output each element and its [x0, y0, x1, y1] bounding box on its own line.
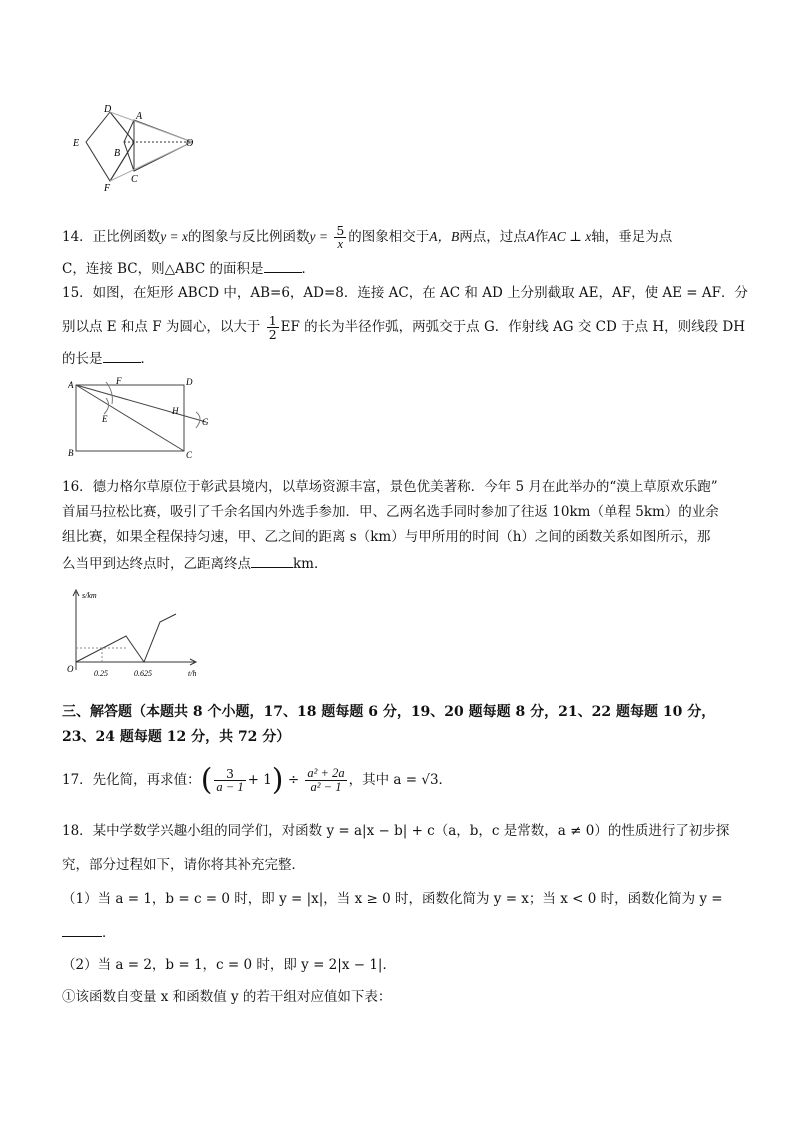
q14-line2: C，连接 BC，则△ABC 的面积是 ． [62, 258, 315, 278]
q18-sub2: （2）当 a = 2，b = 1，c = 0 时，即 y = 2|x − 1|． [62, 957, 396, 973]
fig16-x-label: t/h [188, 669, 197, 678]
fig16-tick-1: 0.625 [134, 669, 152, 678]
q14-line1: 14．正比例函数y = x的图象与反比例函数y = $\frac{5}{x}$ 的图象相交于A，B两点，过点A作AC ⊥ x轴，垂足为点 [62, 223, 673, 251]
q18-line1: 18．某中学数学兴趣小组的同学们，对函数 y = a|x − b| + c（a，b，c 是常数，a ≠ 0）的性质进行了初步探 [62, 823, 730, 839]
section3-heading-line1: 三、解答题（本题共 8 个小题，17、18 题每题 6 分，19、20 题每题 8 分，21、22 题每题 10 分， [62, 704, 716, 720]
q18-sub1-answer: ． [62, 922, 116, 942]
fig13-label-o: O [186, 138, 194, 149]
fig16-y-label: s/km [82, 591, 97, 600]
figure-q15 [68, 376, 218, 460]
section3-heading-line2: 23、24 题每题 12 分，共 72 分） [62, 729, 291, 745]
fig15-label-d: D [186, 377, 193, 387]
q16-line2: 首届马拉松比赛，吸引了千余名国内外选手参加．甲、乙两名选手同时参加了往返 10km（单程 5km）的业余 [62, 504, 719, 520]
fig13-label-b: B [114, 148, 121, 159]
fig13-label-d: D [104, 104, 112, 115]
fig13-label-c: C [131, 174, 138, 185]
q15-line1: 15．如图，在矩形 ABCD 中，AB=6，AD=8．连接 AC，在 AC 和 AD 上分别截取 AE，AF，使 AE = AF．分 [62, 285, 748, 301]
fig15-label-e: E [102, 414, 108, 424]
fig16-tick-0: 0.25 [94, 669, 108, 678]
q18-sub1: （1）当 a = 1，b = c = 0 时，即 y = |x|，当 x ≥ 0 时，函数化简为 y = x；当 x < 0 时，函数化简为 y = [62, 891, 723, 907]
q17-fraction-1: $\frac{3}{a - 1}$ [216, 766, 244, 794]
q16-line3: 组比赛，如果全程保持匀速，甲、乙之间的距离 s（km）与甲所用的时间（h）之间的函数关系如图所示，那 [62, 529, 711, 545]
fig15-label-f: F [116, 376, 122, 386]
q15-answer-blank[interactable] [103, 348, 141, 363]
fig15-label-a: A [68, 380, 74, 390]
q17-fraction-2: $\frac{\text{a² + 2a}}{\text{a² − 1}}$ [307, 766, 345, 794]
q14-fraction: $\frac{5}{x}$ [336, 223, 345, 251]
q15-fraction: $\frac{1}{2}$ [268, 313, 277, 342]
fig16-origin: O [67, 664, 74, 674]
q15-line3: 的长是 ． [62, 348, 154, 368]
q16-line4: 么当甲到达终点时，乙距离终点 km． [62, 553, 327, 573]
q17-line: 17．先化简，再求值：( $\frac{3}{a - 1}$ + 1) ÷ $\frac{\text{a² + 2a}}{\text{a² − 1}}$ ，其中 a = √3． [62, 762, 453, 798]
q16-line1: 16．德力格尔草原位于彰武县境内，以草场资源丰富，景色优美著称．今年 5 月在此举办的“漠上草原欢乐跑” [62, 479, 718, 495]
fig15-label-c: C [186, 450, 193, 460]
fig15-label-g: G [202, 417, 209, 427]
fig13-label-a: A [136, 111, 143, 122]
q15-line2: 别以点 E 和点 F 为圆心，以大于 $\frac{1}{2}$ EF 的长为半径作弧，两弧交于点 G．作射线 AG 交 CD 于点 H，则线段 DH [62, 313, 746, 342]
q18-answer-blank[interactable] [62, 922, 102, 937]
q18-line2: 究，部分过程如下，请你将其补充完整． [62, 857, 305, 873]
figure-q16 [64, 586, 204, 682]
fig13-label-f: F [104, 183, 111, 194]
q14-answer-blank[interactable] [264, 258, 302, 273]
q16-answer-blank[interactable] [251, 553, 293, 568]
q18-sub2-item: ①该函数自变量 x 和函数值 y 的若干组对应值如下表： [62, 989, 392, 1005]
figure-q13 [68, 104, 208, 194]
fig13-label-e: E [73, 138, 80, 149]
fig15-label-b: B [68, 448, 74, 458]
fig15-label-h: H [172, 406, 179, 416]
